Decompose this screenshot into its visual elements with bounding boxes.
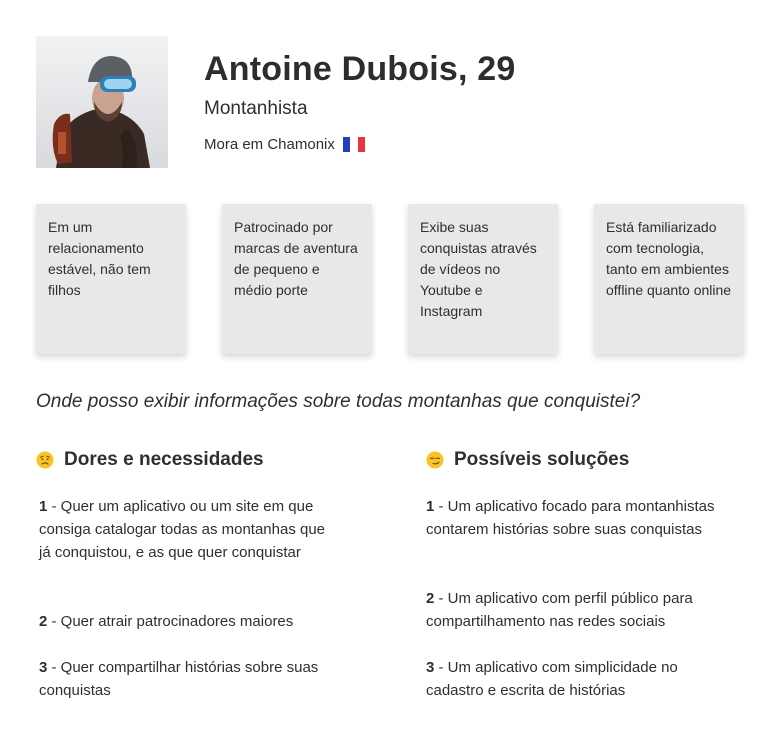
pain-item: 2 - Quer atrair patrocinadores maiores [39, 613, 294, 630]
trait-card-social-media: Exibe suas conquistas através de vídeos no Youtube e Instagram [408, 204, 558, 354]
solutions-heading [426, 449, 629, 471]
solution-item: 1 - Um aplicativo focado para montanhistas contarem histórias sobre suas conquistas [426, 498, 715, 538]
pain-item: 3 - Quer compartilhar histórias sobre suas conquistas [39, 659, 319, 699]
persona-location [204, 136, 365, 153]
trait-card-technology: Está familiarizado com tecnologia, tanto em ambientes offline quanto online [594, 204, 744, 354]
pain-item: 1 - Quer um aplicativo ou um site em que consiga catalogar todas as montanhas que já conquistou, e as que quer conquistar [39, 498, 326, 561]
persona-question: Onde posso exibir informações sobre todas montanhas que conquistei? [36, 391, 641, 412]
location-text: Mora em Chamonix [204, 136, 335, 153]
flag-stripe-blue [343, 137, 350, 152]
worried-face-icon [36, 451, 54, 469]
pains-title: Dores e necessidades [64, 449, 264, 470]
france-flag-icon [343, 137, 365, 152]
trait-card-relationship: Em um relacionamento estável, não tem filhos [36, 204, 186, 354]
solutions-title: Possíveis soluções [454, 449, 630, 470]
persona-name: Antoine Dubois, 29 [204, 50, 516, 88]
solution-item: 3 - Um aplicativo com simplicidade no cadastro e escrita de histórias [426, 659, 678, 699]
pains-heading [36, 449, 264, 471]
profile-photo [36, 36, 168, 168]
smirking-face-icon [426, 451, 444, 469]
mountaineer-photo [36, 36, 168, 168]
persona-role: Montanhista [204, 98, 308, 119]
flag-stripe-red [358, 137, 365, 152]
flag-stripe-white [350, 137, 357, 152]
trait-card-sponsorship: Patrocinado por marcas de aventura de pequeno e médio porte [222, 204, 372, 354]
solution-item: 2 - Um aplicativo com perfil público para compartilhamento nas redes sociais [426, 590, 693, 630]
